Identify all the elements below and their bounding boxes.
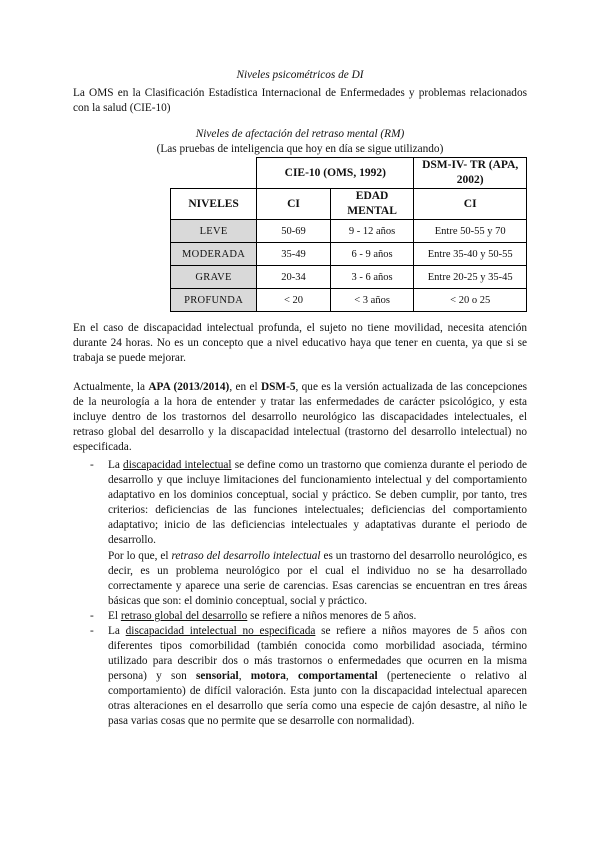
intro-paragraph: La OMS en la Clasificación Estadística Internacional de Enfermedades y problemas relacionados con la salud (CIE-10)	[73, 87, 527, 114]
ci-dsm-cell: Entre 50-55 y 70	[414, 220, 527, 243]
table-empty-corner	[171, 158, 257, 189]
b3-term: discapacidad intelectual no especificada	[125, 625, 316, 637]
b1-sub-pre: Por lo que, el	[108, 550, 172, 562]
list-item	[73, 624, 527, 729]
profunda-paragraph: En el caso de discapacidad intelectual profunda, el sujeto no tiene movilidad, necesita atención durante 24 horas. No es un concepto que a nivel educativo haya que tener en cuenta, ya que si se trabaja se puede mejorar.	[73, 322, 527, 364]
apa-text-a: Actualmente, la	[73, 381, 149, 393]
table-title: Niveles de afectación del retraso mental (RM)	[195, 128, 405, 140]
list-item	[73, 458, 527, 609]
table-subtitle: (Las pruebas de inteligencia que hoy en día se sigue utilizando)	[156, 143, 444, 155]
b2-term: retraso global del desarrollo	[120, 610, 248, 622]
header-dsm: DSM-IV- TR (APA, 2002)	[414, 158, 527, 189]
nivel-cell: GRAVE	[171, 266, 257, 289]
b1-sub-paragraph	[108, 549, 527, 609]
b3-text2: (perteneciente o relativo al comportamiento) de difícil valoración. Esta junto con la discapacidad intelectual aparecen otras alteraciones en el desarrollo que sería como una especie de cajón desastre, al niño le pasa varias cosas que no permite que se desarrolle con normalidad).	[108, 670, 527, 727]
b1-sub-term: retraso del desarrollo intelectual	[171, 550, 321, 562]
nivel-cell: LEVE	[171, 220, 257, 243]
b3-pre: La	[108, 625, 126, 637]
dsm-reference: DSM-5	[260, 381, 296, 393]
table-header-row-sub	[171, 189, 527, 220]
apa-paragraph	[73, 380, 527, 455]
ci-cell: < 20	[257, 289, 331, 312]
header-ci: CI	[257, 189, 331, 220]
nivel-cell: MODERADA	[171, 243, 257, 266]
edad-cell: 3 - 6 años	[330, 266, 414, 289]
ci-dsm-cell: Entre 35-40 y 50-55	[414, 243, 527, 266]
b2-text: se refiere a niños menores de 5 años.	[247, 610, 417, 622]
header-edad-mental: EDAD MENTAL	[330, 189, 414, 220]
retraso-mental-table	[170, 157, 527, 312]
edad-cell: 6 - 9 años	[330, 243, 414, 266]
dash-marker: -	[90, 610, 94, 622]
table-header-row-top	[171, 158, 527, 189]
ci-dsm-cell: Entre 20-25 y 35-45	[414, 266, 527, 289]
b3-sep1: ,	[238, 670, 251, 682]
ci-cell: 35-49	[257, 243, 331, 266]
b3-sep2: ,	[285, 670, 299, 682]
table-row	[171, 266, 527, 289]
b1-term: discapacidad intelectual	[123, 459, 232, 471]
table-row	[171, 289, 527, 312]
b1-text: se define como un trastorno que comienza durante el periodo de desarrollo y que incluye limitaciones del funcionamiento intelectual y del comportamiento adaptativo en los dominios conceptual, social y práctico. Se deben cumplir, por tanto, tres criterios: deficiencias de las funciones intelectuales; deficiencias del comportamiento adaptativo; inicio de las deficiencias intelectuales y adaptativas durante el periodo de desarrollo.	[108, 459, 527, 546]
b3-comportamental: comportamental	[298, 670, 378, 682]
b3-sensorial: sensorial	[196, 670, 239, 682]
b3-motora: motora	[250, 670, 286, 682]
b3-text1: se refiere a niños mayores de 5 años con diferentes tipos comorbilidad (también conocida como morbilidad asociada, término utilizado para describir dos o más trastornos o enfermedades que ocurren en la misma persona) y son	[108, 625, 527, 682]
b1-pre: La	[108, 459, 124, 471]
header-cie: CIE-10 (OMS, 1992)	[257, 158, 414, 189]
ci-cell: 50-69	[257, 220, 331, 243]
table-row	[171, 220, 527, 243]
table-row	[171, 243, 527, 266]
header-niveles: NIVELES	[171, 189, 257, 220]
edad-cell: < 3 años	[330, 289, 414, 312]
apa-text-b: , en el	[229, 381, 261, 393]
dash-marker: -	[90, 625, 94, 637]
apa-reference: APA (2013/2014)	[148, 381, 230, 393]
apa-text-c: , que es la versión actualizada de las concepciones de la neurología a la hora de entender y tratar las enfermedades de carácter psicológico, y esta incluye dentro de los trastornos del desarrollo neurológico las discapacidades intelectuales, el retraso global del desarrollo y la discapacidad intelectual (trastorno del desarrollo intelectual) no especificada.	[73, 381, 528, 453]
ci-cell: 20-34	[257, 266, 331, 289]
list-item	[73, 609, 527, 624]
edad-cell: 9 - 12 años	[330, 220, 414, 243]
b2-pre: El	[108, 610, 121, 622]
document-page	[73, 68, 527, 729]
b1-sub-text: es un trastorno del desarrollo neurológico, es decir, es un problema neurológico por el cual el individuo no se ha desarrollado correctamente y aparece una serie de carencias. Esas carencias se encuentran en tres áreas básicas que son: el dominio conceptual, social y práctico.	[108, 550, 527, 607]
header-ci-dsm: CI	[414, 189, 527, 220]
ci-dsm-cell: < 20 o 25	[414, 289, 527, 312]
nivel-cell: PROFUNDA	[171, 289, 257, 312]
dash-marker: -	[90, 459, 94, 471]
definitions-list	[73, 458, 527, 729]
document-title: Niveles psicométricos de DI	[236, 69, 364, 81]
